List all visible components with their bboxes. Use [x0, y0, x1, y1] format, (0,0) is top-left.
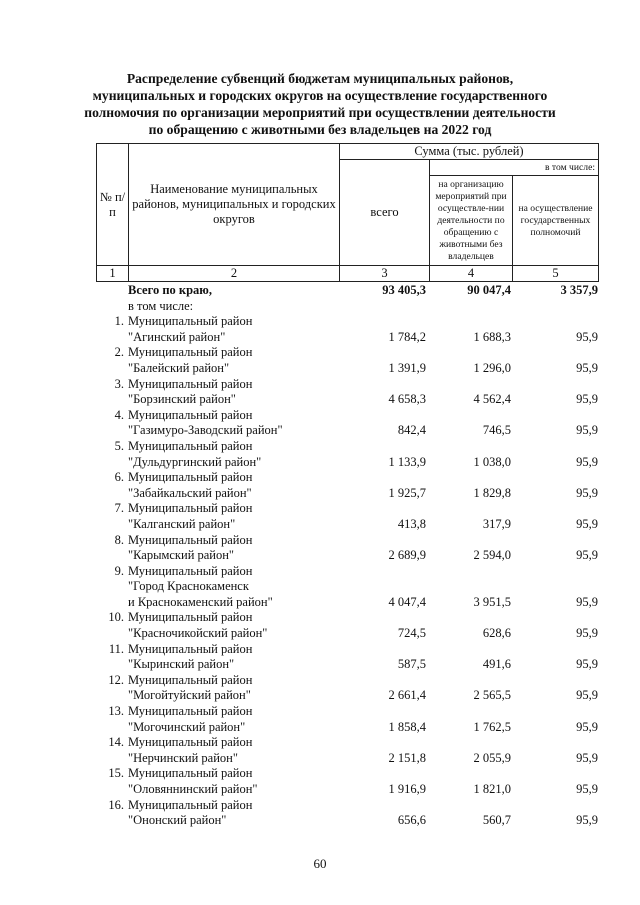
title-line: Распределение субвенций бюджетам муниципальных районов, [126, 71, 514, 86]
total-value: 413,8 [397, 516, 426, 531]
table-body [96, 283, 601, 829]
colnum: 3 [340, 266, 430, 282]
org-value: 317,9 [482, 516, 511, 531]
total-value: 842,4 [397, 423, 426, 438]
header-col-power: на осуществление государственных полномочий [513, 176, 599, 266]
org-value: 1 688,3 [473, 329, 511, 344]
power-value: 95,9 [576, 594, 598, 609]
including-label: в том числе: [128, 298, 194, 313]
table-header [96, 143, 599, 282]
org-value: 1 829,8 [473, 485, 511, 500]
total-value: 1 925,7 [388, 485, 426, 500]
org-value: 1 296,0 [473, 360, 511, 375]
title-line: муниципальных и городских округов на осуществление государственного [92, 88, 548, 103]
table-row [96, 673, 601, 689]
district-name: "Красночикойский район" [128, 626, 268, 641]
power-value: 95,9 [576, 719, 598, 734]
district-name: "Оловяннинский район" [128, 782, 258, 796]
total-value: 2 689,9 [388, 548, 426, 563]
power-value: 95,9 [576, 485, 598, 500]
table-row [96, 782, 601, 798]
page-number: 60 [313, 856, 327, 871]
header-col-org: на организацию мероприятий при осуществле-нии деятельности по обращению с животными без владельцев [430, 176, 513, 266]
row-number: 6. [114, 470, 124, 485]
table-row [96, 579, 601, 595]
district-name: "Дульдургинский район" [128, 454, 262, 469]
table-row [96, 392, 601, 408]
org-value: 2 565,5 [473, 688, 511, 703]
document-title [40, 70, 600, 138]
org-value: 746,5 [482, 423, 511, 438]
table-row [96, 735, 601, 751]
table-row [96, 704, 601, 720]
power-value: 3 357,9 [560, 283, 598, 297]
colnum: 1 [97, 266, 129, 282]
total-label: Всего по краю, [128, 283, 212, 297]
colnum: 4 [430, 266, 513, 282]
total-value: 4 047,4 [388, 594, 426, 609]
table-row [96, 564, 601, 580]
org-value: 2 055,9 [473, 750, 511, 765]
table-row [96, 766, 601, 782]
district-name: Муниципальный район [128, 345, 253, 360]
row-number: 9. [114, 563, 124, 578]
district-name: Муниципальный район [128, 407, 253, 422]
row-number: 11. [108, 641, 124, 656]
header-name: Наименование муниципальных районов, муниципальных и городских округов [129, 144, 340, 266]
power-value: 95,9 [576, 626, 598, 641]
total-value: 2 661,4 [388, 688, 426, 703]
district-name: "Карымский район" [128, 548, 235, 563]
power-value: 95,9 [576, 516, 598, 531]
power-value: 95,9 [576, 548, 598, 563]
total-value: 1 784,2 [388, 329, 426, 344]
title-line: полномочия по организации мероприятий при осуществлении деятельности [84, 105, 556, 120]
table-row [96, 533, 601, 549]
total-value: 1 391,9 [388, 360, 426, 375]
power-value: 95,9 [576, 657, 598, 672]
district-name: "Ононский район" [128, 813, 227, 828]
total-value: 4 658,3 [388, 392, 426, 407]
district-name: Муниципальный район [128, 376, 253, 391]
org-value: 3 951,5 [473, 594, 511, 609]
table-row [96, 501, 601, 517]
district-name: "Забайкальский район" [128, 485, 252, 500]
row-number: 2. [114, 345, 124, 360]
table-row [96, 642, 601, 658]
org-value: 628,6 [482, 626, 511, 641]
district-name: Муниципальный район [128, 641, 253, 656]
district-name: Муниципальный район [128, 704, 253, 719]
table-row [96, 720, 601, 736]
org-value: 1 821,0 [473, 782, 511, 796]
org-value: 1 762,5 [473, 719, 511, 734]
table-row [96, 486, 601, 502]
row-number: 4. [114, 407, 124, 422]
total-value: 724,5 [397, 626, 426, 641]
table-row [96, 517, 601, 533]
table-row [96, 377, 601, 393]
including-row [96, 299, 601, 315]
table-row [96, 345, 601, 361]
district-name: Муниципальный район [128, 563, 253, 578]
district-name: "Нерчинский район" [128, 750, 238, 765]
table-row [96, 626, 601, 642]
total-value: 656,6 [397, 813, 426, 828]
table-row [96, 330, 601, 346]
table-row [96, 610, 601, 626]
total-value: 1 133,9 [388, 454, 426, 469]
district-name: Муниципальный район [128, 470, 253, 485]
district-name: Муниципальный район [128, 438, 253, 453]
org-value: 4 562,4 [473, 392, 511, 407]
row-number: 16. [108, 797, 124, 812]
row-number: 3. [114, 376, 124, 391]
power-value: 95,9 [576, 360, 598, 375]
header-including: в том числе: [430, 160, 599, 176]
table-row [96, 314, 601, 330]
power-value: 95,9 [576, 392, 598, 407]
district-name: Муниципальный район [128, 610, 253, 625]
district-name: "Агинский район" [128, 329, 226, 344]
district-name: "Борзинский район" [128, 392, 236, 407]
table-row [96, 470, 601, 486]
row-number: 12. [108, 672, 124, 687]
district-name: "Могочинский район" [128, 719, 246, 734]
table-row [96, 751, 601, 767]
header-num: № п/п [97, 144, 129, 266]
district-name: Муниципальный район [128, 766, 253, 781]
row-number: 14. [108, 735, 124, 750]
org-value: 491,6 [482, 657, 511, 672]
power-value: 95,9 [576, 750, 598, 765]
colnum: 2 [129, 266, 340, 282]
power-value: 95,9 [576, 782, 598, 796]
total-row [96, 283, 601, 299]
district-name: "Балейский район" [128, 360, 230, 375]
table-row [96, 361, 601, 377]
power-value: 95,9 [576, 329, 598, 344]
district-name: и Краснокаменский район" [128, 594, 273, 609]
org-value: 1 038,0 [473, 454, 511, 469]
table-row [96, 657, 601, 673]
total-value: 93 405,3 [382, 283, 426, 297]
colnum: 5 [513, 266, 599, 282]
header-total: всего [340, 160, 430, 266]
power-value: 95,9 [576, 423, 598, 438]
total-value: 587,5 [397, 657, 426, 672]
row-number: 8. [114, 532, 124, 547]
district-name: Муниципальный район [128, 797, 253, 812]
table-row [96, 595, 601, 611]
row-number: 5. [114, 438, 124, 453]
org-value: 90 047,4 [467, 283, 511, 297]
power-value: 95,9 [576, 454, 598, 469]
org-value: 560,7 [482, 813, 511, 828]
row-number: 15. [108, 766, 124, 781]
district-name: "Город Краснокаменск [128, 579, 249, 594]
district-name: Муниципальный район [128, 532, 253, 547]
row-number: 13. [108, 704, 124, 719]
table-row [96, 439, 601, 455]
table-row [96, 408, 601, 424]
row-number: 7. [114, 501, 124, 516]
district-name: "Могойтуйский район" [128, 688, 251, 703]
total-value: 1 916,9 [388, 782, 426, 796]
district-name: "Кыринский район" [128, 657, 235, 672]
table-row [96, 813, 601, 829]
table-row [96, 455, 601, 471]
org-value: 2 594,0 [473, 548, 511, 563]
total-value: 1 858,4 [388, 719, 426, 734]
table-row [96, 798, 601, 814]
row-number: 10. [108, 610, 124, 625]
table-row [96, 548, 601, 564]
title-line: по обращению с животными без владельцев на 2022 год [148, 122, 492, 137]
district-name: Муниципальный район [128, 501, 253, 516]
power-value: 95,9 [576, 688, 598, 703]
row-number: 1. [114, 314, 124, 329]
header-sum: Сумма (тыс. рублей) [340, 144, 599, 160]
district-name: Муниципальный район [128, 735, 253, 750]
district-name: Муниципальный район [128, 314, 253, 329]
district-name: "Калганский район" [128, 516, 236, 531]
table-row [96, 688, 601, 704]
district-name: Муниципальный район [128, 672, 253, 687]
total-value: 2 151,8 [388, 750, 426, 765]
table-row [96, 423, 601, 439]
power-value: 95,9 [576, 813, 598, 828]
district-name: "Газимуро-Заводский район" [128, 423, 283, 438]
